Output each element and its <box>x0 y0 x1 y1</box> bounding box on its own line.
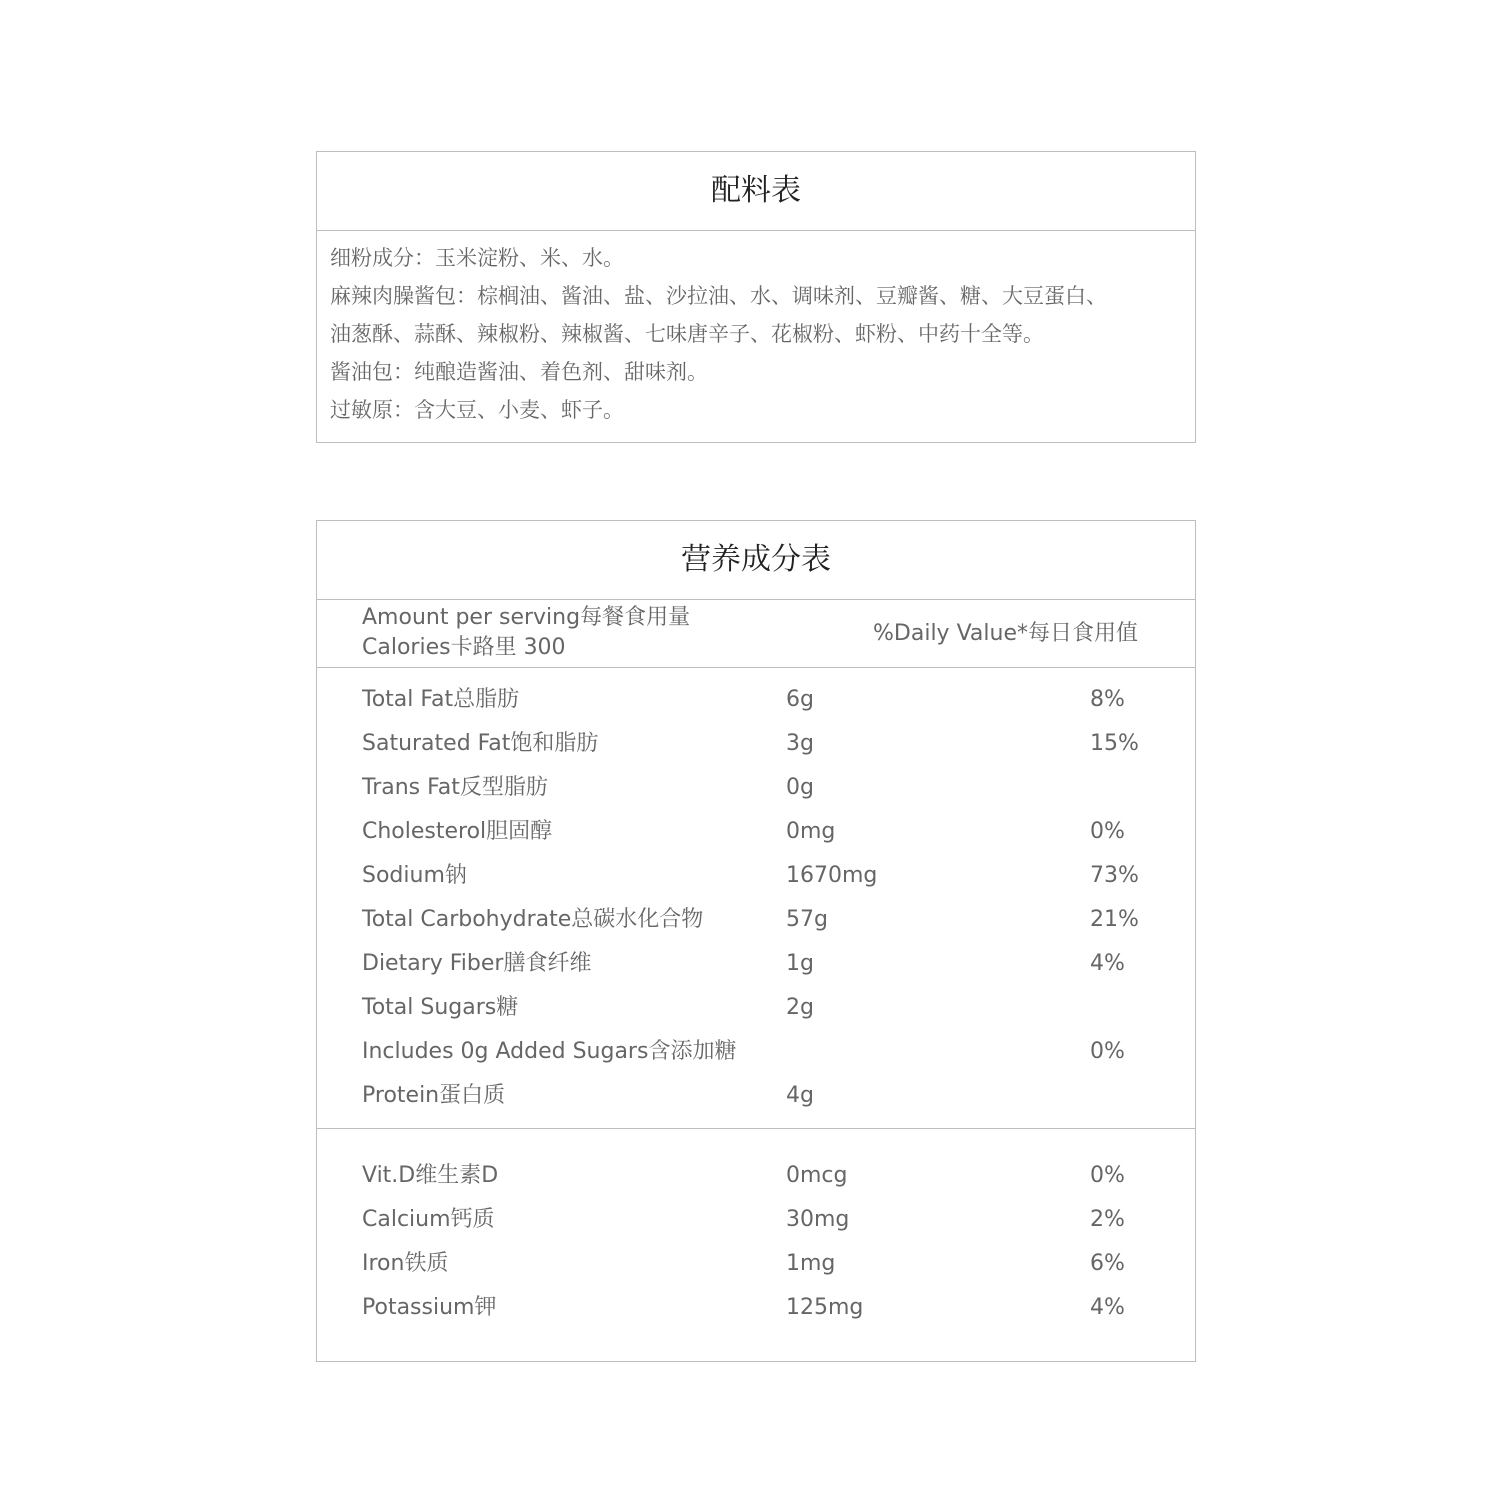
daily-value-header: %Daily Value*每日食用值 <box>873 621 1138 646</box>
ingredient-line: 酱油包：纯酿造酱油、着色剂、甜味剂。 <box>330 360 708 384</box>
ingredients-title: 配料表 <box>317 152 1195 231</box>
ingredients-panel <box>316 151 1196 443</box>
nutrient-name: Total Carbohydrate总碳水化合物 <box>362 907 704 932</box>
nutrient-name: Trans Fat反型脂肪 <box>362 775 548 800</box>
nutrient-name: Total Sugars糖 <box>362 995 519 1020</box>
ingredient-line: 细粉成分：玉米淀粉、米、水。 <box>330 246 624 270</box>
nutrient-row <box>317 766 1195 810</box>
vitamin-row <box>317 1198 1195 1242</box>
calories-label: Calories卡路里 300 <box>362 635 566 660</box>
nutrient-daily-value: 0% <box>1090 819 1125 844</box>
nutrient-row <box>317 942 1195 986</box>
vitamin-name: Iron铁质 <box>362 1251 449 1276</box>
nutrient-amount: 57g <box>786 907 828 932</box>
nutrient-amount: 6g <box>786 687 814 712</box>
ingredient-line: 油葱酥、蒜酥、辣椒粉、辣椒酱、七味唐辛子、花椒粉、虾粉、中药十全等。 <box>330 322 1044 346</box>
nutrient-daily-value: 15% <box>1090 731 1139 756</box>
vitamin-name: Potassium钾 <box>362 1295 497 1320</box>
vitamin-amount: 30mg <box>786 1207 850 1232</box>
nutrient-daily-value: 4% <box>1090 951 1125 976</box>
nutrient-name: Sodium钠 <box>362 863 467 888</box>
nutrient-name: Includes 0g Added Sugars含添加糖 <box>362 1039 737 1064</box>
vitamin-row <box>317 1242 1195 1286</box>
ingredients-body <box>317 231 1195 429</box>
nutrient-daily-value: 8% <box>1090 687 1125 712</box>
vitamin-daily-value: 4% <box>1090 1295 1125 1320</box>
nutrient-daily-value: 73% <box>1090 863 1139 888</box>
vitamin-amount: 125mg <box>786 1295 864 1320</box>
nutrient-amount: 4g <box>786 1083 814 1108</box>
vitamin-name: Vit.D维生素D <box>362 1163 499 1188</box>
vitamin-amount: 1mg <box>786 1251 836 1276</box>
nutrition-panel <box>316 520 1196 1362</box>
ingredient-line: 麻辣肉臊酱包：棕榈油、酱油、盐、沙拉油、水、调味剂、豆瓣酱、糖、大豆蛋白、 <box>330 284 1107 308</box>
nutrient-row <box>317 898 1195 942</box>
nutrient-amount: 0mg <box>786 819 836 844</box>
vitamin-name: Calcium钙质 <box>362 1207 495 1232</box>
ingredient-line: 过敏原：含大豆、小麦、虾子。 <box>330 398 624 422</box>
nutrient-row <box>317 722 1195 766</box>
nutrient-name: Protein蛋白质 <box>362 1083 506 1108</box>
nutrient-row <box>317 854 1195 898</box>
vitamin-rows <box>317 1128 1195 1330</box>
nutrient-row <box>317 810 1195 854</box>
nutrient-row <box>317 986 1195 1030</box>
nutrient-amount: 1g <box>786 951 814 976</box>
vitamin-daily-value: 0% <box>1090 1163 1125 1188</box>
nutrient-name: Total Fat总脂肪 <box>362 687 520 712</box>
nutrient-name: Cholesterol胆固醇 <box>362 819 553 844</box>
serving-label: Amount per serving每餐食用量 <box>362 605 691 630</box>
serving-info <box>362 603 690 663</box>
nutrient-row <box>317 1030 1195 1074</box>
nutrient-daily-value: 21% <box>1090 907 1139 932</box>
vitamin-daily-value: 2% <box>1090 1207 1125 1232</box>
vitamin-amount: 0mcg <box>786 1163 848 1188</box>
nutrient-amount: 2g <box>786 995 814 1020</box>
nutrient-daily-value: 0% <box>1090 1039 1125 1064</box>
nutrient-name: Dietary Fiber膳食纤维 <box>362 951 592 976</box>
nutrition-title: 营养成分表 <box>317 521 1195 600</box>
nutrient-amount: 1670mg <box>786 863 878 888</box>
serving-header <box>317 600 1195 668</box>
vitamin-daily-value: 6% <box>1090 1251 1125 1276</box>
nutrient-amount: 0g <box>786 775 814 800</box>
nutrient-row <box>317 678 1195 722</box>
vitamin-row <box>317 1286 1195 1330</box>
nutrient-name: Saturated Fat饱和脂肪 <box>362 731 599 756</box>
vitamin-row <box>317 1154 1195 1198</box>
nutrient-rows <box>317 668 1195 1128</box>
nutrient-row <box>317 1074 1195 1118</box>
nutrient-amount: 3g <box>786 731 814 756</box>
